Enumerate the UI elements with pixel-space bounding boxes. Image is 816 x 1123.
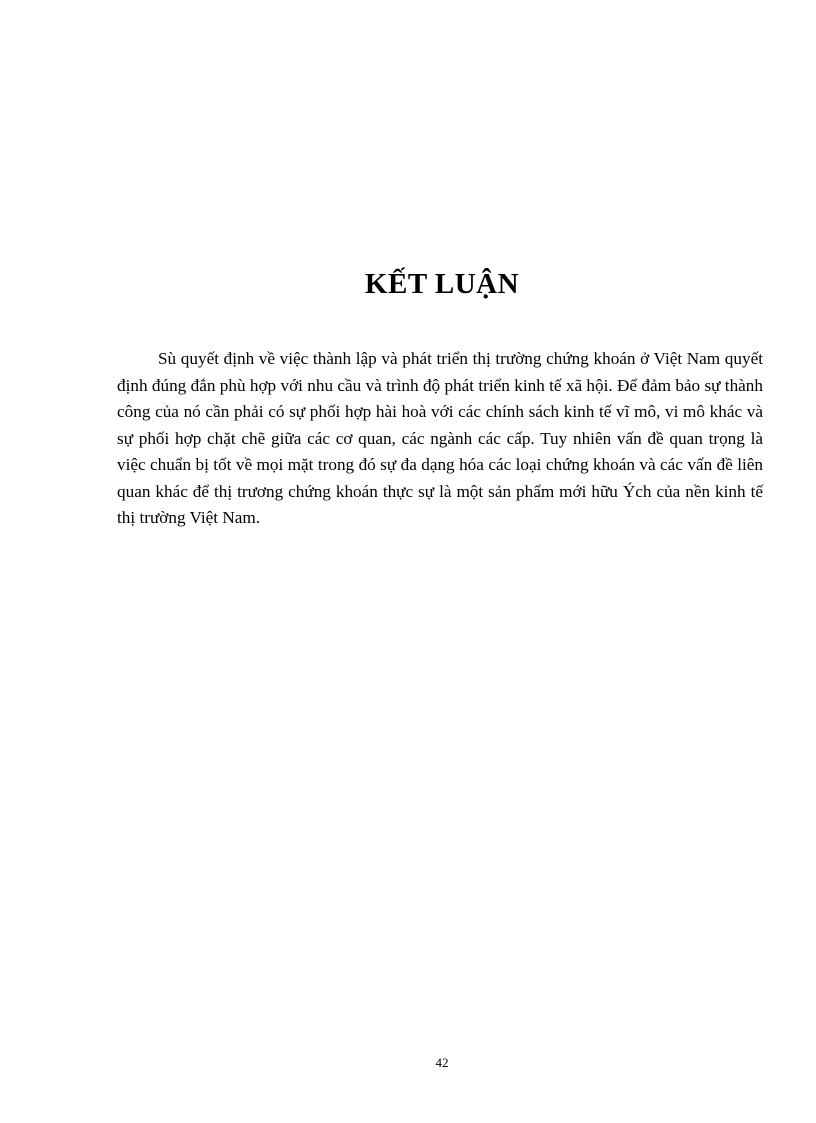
page-number: 42 xyxy=(435,1055,449,1070)
conclusion-paragraph: Sù quyết định về việc thành lập và phát triển thị trường chứng khoán ở Việt Nam quyết định đúng đắn phù hợp với nhu cầu và trình độ phát triển kinh tế xã hội. Để đảm bảo sự thành công của nó cần phải có sự phối hợp hài hoà với các chính sách kinh tế vĩ mô, vi mô khác và sự phối hợp chặt chẽ giữa các cơ quan, các ngành các cấp. Tuy nhiên vấn đề quan trọng là việc chuẩn bị tốt về mọi mặt trong đó sự đa dạng hóa các loại chứng khoán và các vấn đề liên quan khác để thị trương chứng khoán thực sự là một sản phẩm mới hữu Ých của nền kinh tế thị trường Việt Nam. xyxy=(117,349,763,527)
page-title: KẾT LUẬN xyxy=(364,268,520,300)
